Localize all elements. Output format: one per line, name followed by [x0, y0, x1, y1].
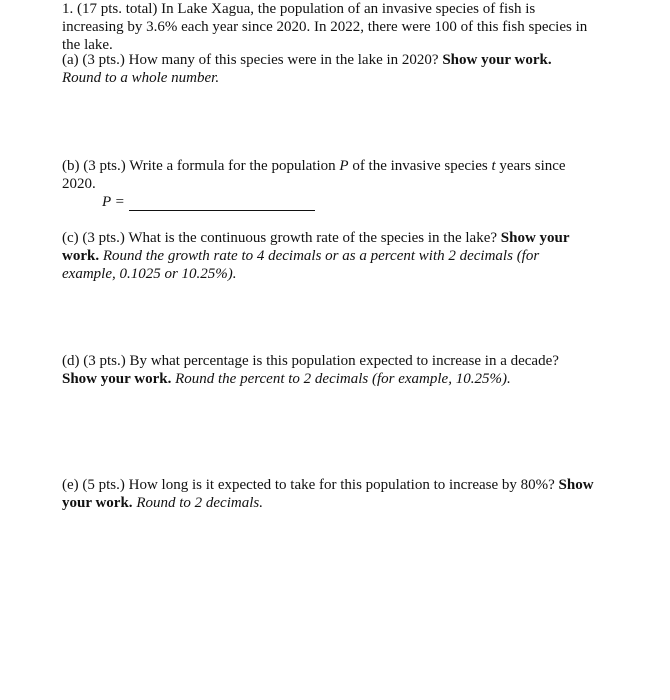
part-d-line-2 — [62, 370, 622, 388]
part-c-line-2 — [62, 247, 622, 265]
part-c-rounding: Round the growth rate to 4 decimals or as a percent with 2 decimals (for — [99, 248, 540, 264]
part-d-rounding: Round the percent to 2 decimals (for example, 10.25%). — [171, 371, 511, 387]
part-c-text: (c) (3 pts.) What is the continuous growth rate of the species in the lake? — [62, 230, 501, 246]
problem-intro — [62, 0, 622, 54]
part-c-question — [62, 229, 622, 283]
part-b-text-start: (b) (3 pts.) Write a formula for the population — [62, 158, 340, 174]
part-e-line-1 — [62, 476, 622, 494]
part-e-question — [62, 476, 622, 512]
part-d-line-1: (d) (3 pts.) By what percentage is this population expected to increase in a decade? — [62, 353, 559, 369]
part-a-line-1 — [62, 51, 622, 69]
part-c-line-1 — [62, 229, 622, 247]
part-b-var-t: t — [491, 158, 496, 174]
part-d-show-work: Show your work. — [62, 371, 172, 387]
part-b-question — [62, 157, 622, 211]
part-d-question — [62, 352, 622, 388]
part-a-text: (a) (3 pts.) How many of this species were in the lake in 2020? — [62, 52, 443, 68]
part-b-line-2: 2020. — [62, 176, 96, 192]
part-e-text: (e) (5 pts.) How long is it expected to take for this population to increase by 80%? — [62, 477, 559, 493]
part-c-line-3 — [62, 265, 622, 283]
part-c-show-your: Show your — [500, 230, 570, 246]
part-b-text-mid: of the invasive species — [348, 158, 492, 174]
part-a-show-work: Show your work. — [442, 52, 552, 68]
part-c-work: work. — [62, 248, 100, 264]
part-b-line-1 — [62, 157, 622, 175]
part-a-rounding: Round to a whole number. — [62, 70, 220, 86]
intro-line-1: 1. (17 pts. total) In Lake Xagua, the population of an invasive species of fish is — [62, 1, 536, 17]
part-b-text-end: years since — [495, 158, 566, 174]
part-e-your-work: your work. — [62, 495, 133, 511]
part-b-answer-line — [102, 193, 622, 211]
part-c-example: example, 0.1025 or 10.25%). — [62, 266, 237, 282]
part-a-line-2 — [62, 69, 622, 87]
part-b-answer-label: P = — [102, 194, 125, 210]
intro-line-3: the lake. — [62, 37, 113, 53]
part-e-rounding: Round to 2 decimals. — [132, 495, 263, 511]
part-b-var-p: P — [339, 158, 349, 174]
part-e-line-2 — [62, 494, 622, 512]
part-a-question — [62, 51, 622, 87]
intro-line-2: increasing by 3.6% each year since 2020. In 2022, there were 100 of this fish species in — [62, 19, 588, 35]
part-e-show: Show — [558, 477, 594, 493]
part-b-answer-blank[interactable] — [129, 196, 315, 211]
